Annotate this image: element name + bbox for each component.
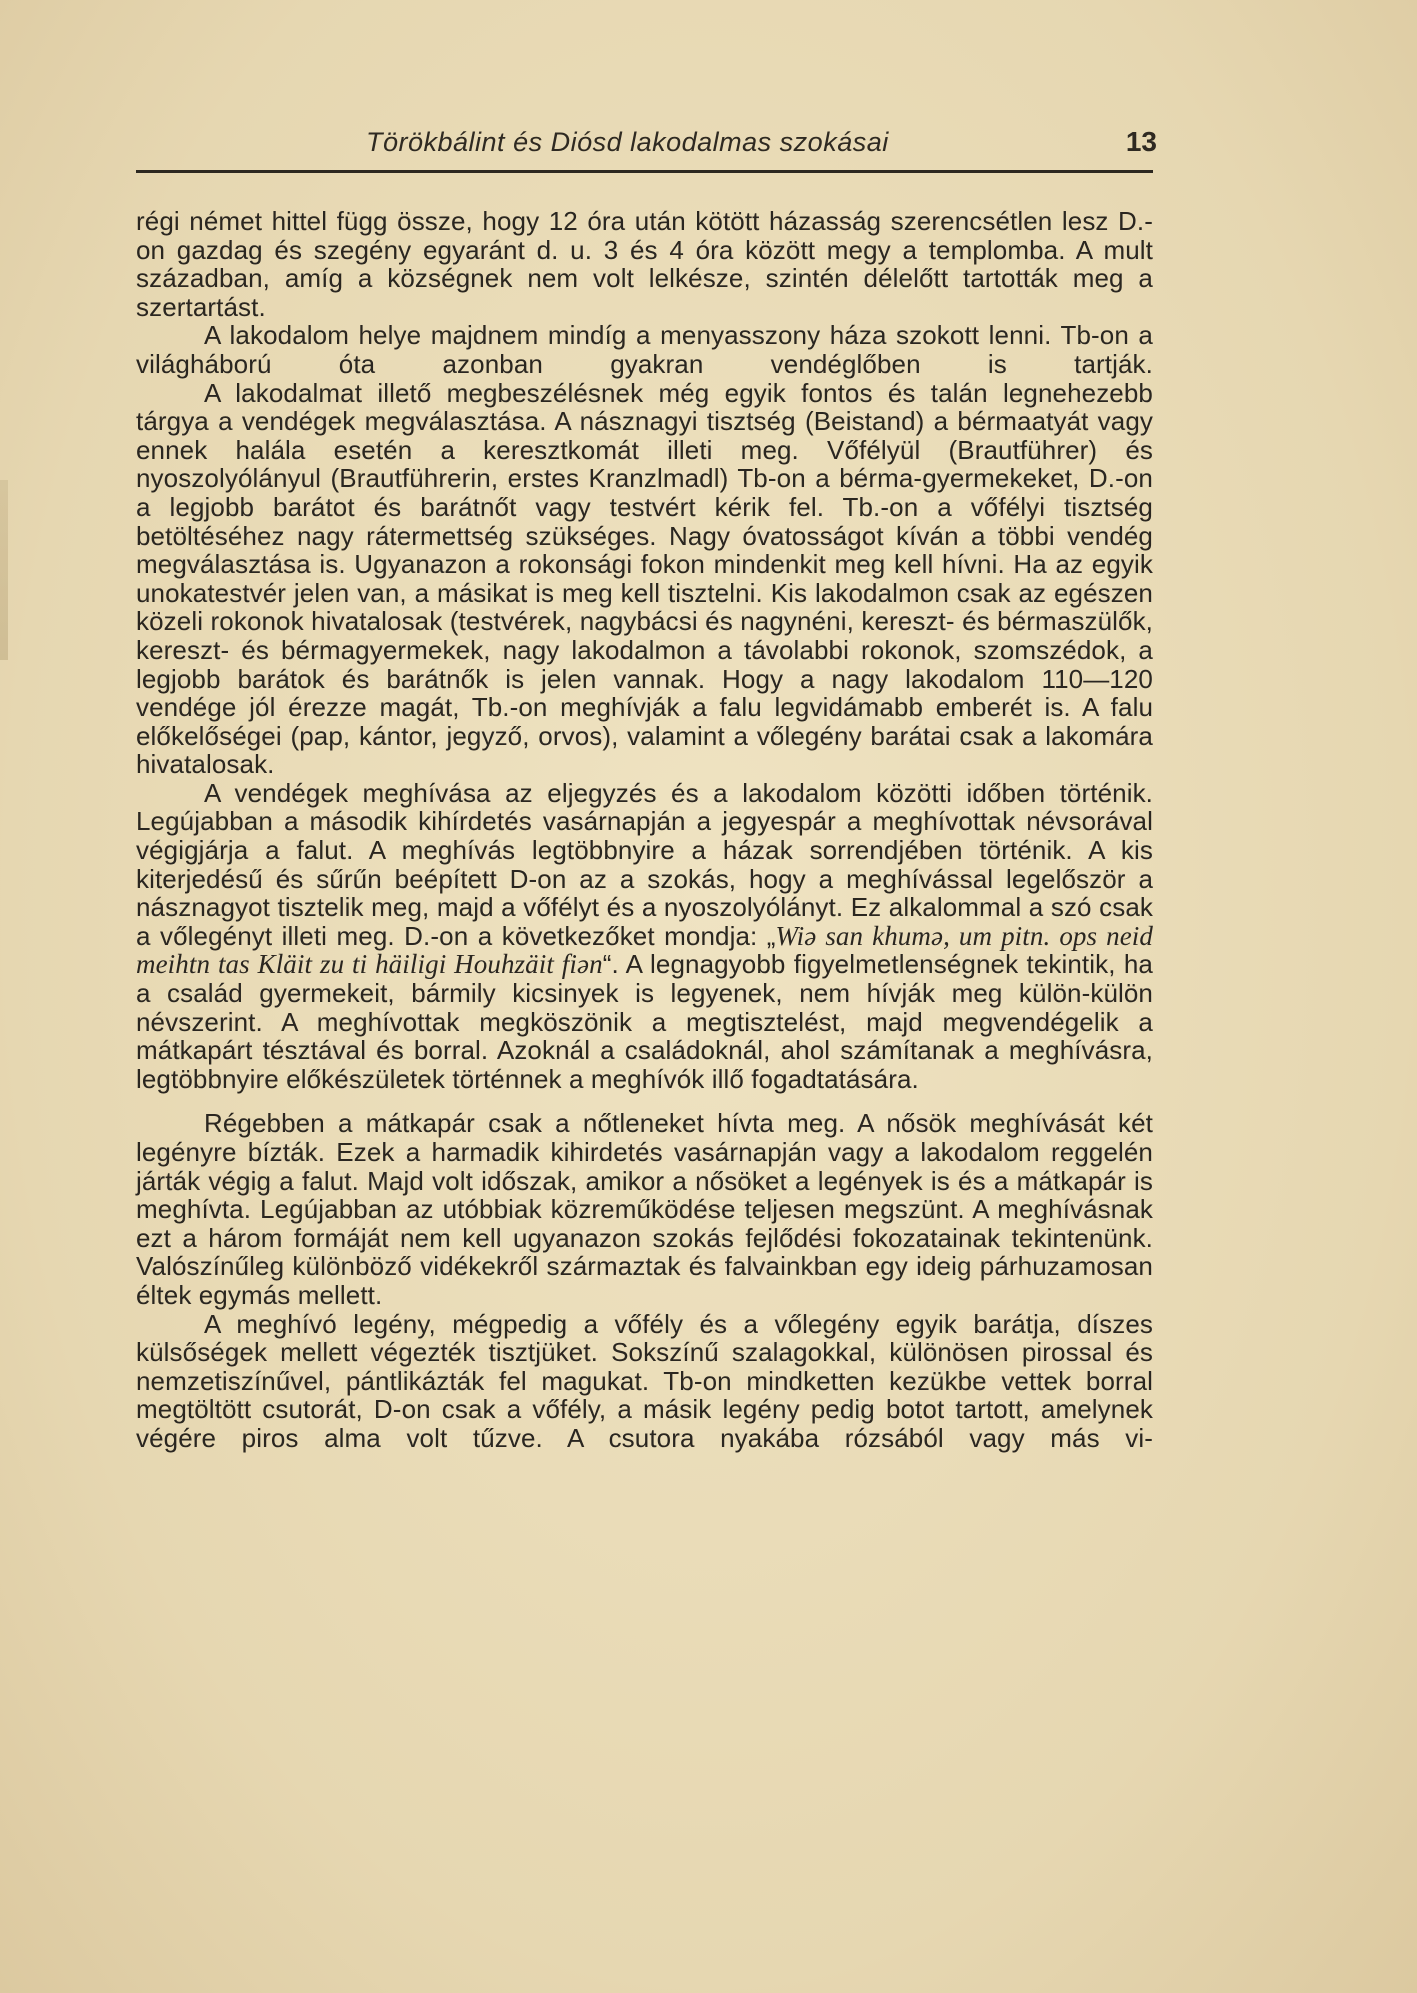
paragraph-1: régi német hittel függ össze, hogy 12 óra után kötött házasság szerencsétlen lesz D.-on gazdag és szegény egyaránt d. u. 3 és 4 óra között megy a templomba. A mult században, amíg a községnek nem volt lelkésze, szintén délelőtt tartották meg a szertartást. (136, 206, 1153, 322)
page-number: 13 (1125, 126, 1157, 157)
header-rule (136, 170, 1153, 173)
page-header (136, 126, 1157, 166)
paragraph-2: A lakodalom helye majdnem mindíg a menyasszony háza szokott lenni. Tb-on a világháború óta azonban gyakran vendéglőben is tartják. (136, 320, 1153, 379)
page-edge-stain (0, 480, 8, 660)
paragraph-3: A lakodalmat illető megbeszélésnek még egyik fontos és talán legnehezebb tárgya a vendégek megválasztása. A násznagyi tisztség (Beistand) a bérmaatyát vagy ennek halála esetén a keresztkomát illeti meg. Vőfélyül (Brautführer) és nyoszolyólányul (Brautführerin, erstes Kranzlmadl) Tb-on a bérma-gyermekeket, D.-on a legjobb barátot és barátnőt vagy testvért kérik fel. Tb.-on a vőfélyi tisztség betöltéséhez nagy rátermettség szükséges. Nagy óvatosságot kíván a többi vendég megválasztása is. Ugyanazon a rokonsági fokon mindenkit meg kell hívni. Ha az egyik unokatestvér jelen van, a másikat is meg kell tisztelni. Kis lakodalmon csak az egészen közeli rokonok hivatalosak (testvérek, nagybácsi és nagynéni, kereszt- és bérmaszülők, kereszt- és bérmagyermekek, nagy lakodalmon a távolabbi rokonok, szomszédok, a legjobb barátok és barátnők is jelen vannak. Hogy a nagy lakodalom 110—120 vendége jól érezze magát, Tb.-on meghívják a falu legvidámabb emberét is. A falu előkelőségei (pap, kántor, jegyző, orvos), valamint a vőlegény barátai csak a lakomára hivatalosak. (136, 377, 1153, 780)
paragraph-4-text-after: “. A legnagyobb figyelmetlenségnek tekintik, ha a család gyermekeit, bármily kicsinyek is legyenek, nem hívják meg külön-külön névszerint. A meghívottak megköszönik a megtisztelést, majd megvendégelik a mátkapárt tésztával és borral. Azoknál a családoknál, ahol számítanak a meghívásra, legtöbbnyire előkészületek történnek a meghívók illő fogadtatására. (136, 949, 1153, 1094)
body-text (136, 207, 1153, 1453)
paragraph-6: A meghívó legény, mégpedig a vőfély és a vőlegény egyik barátja, díszes külsőségek mellett végezték tisztjüket. Sokszínű szalagokkal, különösen pirossal és nemzetiszínűvel, pántlikázták fel magukat. Tb-on mindketten kezükbe vettek borral megtöltött csutorát, D-on csak a vőfély, a másik legény pedig botot tartott, amelynek végére piros alma volt tűzve. A csutora nyakába rózsából vagy más vi- (136, 1308, 1153, 1453)
paragraph-5: Régebben a mátkapár csak a nőtleneket hívta meg. A nősök meghívását két legényre bízták. Ezek a harmadik kihirdetés vasárnapján vagy a lakodalom reggelén járták végig a falut. Majd volt időszak, amikor a nősöket a legények is és a mátkapár is meghívta. Legújabban az utóbbiak közreműködése teljesen megszünt. A meghívásnak ezt a három formáját nem kell ugyanazon szokás fejlődési fokozatainak tekintenünk. Valószínűleg különböző vidékekről származtak és falvainkban egy ideig párhuzamosan éltek egymás mellett. (136, 1108, 1153, 1310)
running-title: Törökbálint és Diósd lakodalmas szokásai (366, 127, 889, 157)
book-page (136, 126, 1157, 1453)
dialect-quote: Wiə san khumə, um pitn. ops neid meihtn tas Kläit zu ti häiligi Houhzäit fiən (136, 920, 1153, 980)
paragraph-4 (136, 779, 1153, 1094)
paragraph-4-text-before: A vendégek meghívása az eljegyzés és a lakodalom közötti időben történik. Legújabban a második kihírdetés vasárnapján a jegyespár a meghívottak névsorával végigjárja a falut. A meghívás legtöbbnyire a házak sorrendjében történik. A kis kiterjedésű és sűrűn beépített D-on az a szokás, hogy a meghívással legelőször a násznagyot tisztelik meg, majd a vőfélyt és a nyoszolyólányt. Ez alkalommal a szó csak a vőlegényt illeti meg. D.-on a következőket mondja: „ (136, 777, 1153, 951)
